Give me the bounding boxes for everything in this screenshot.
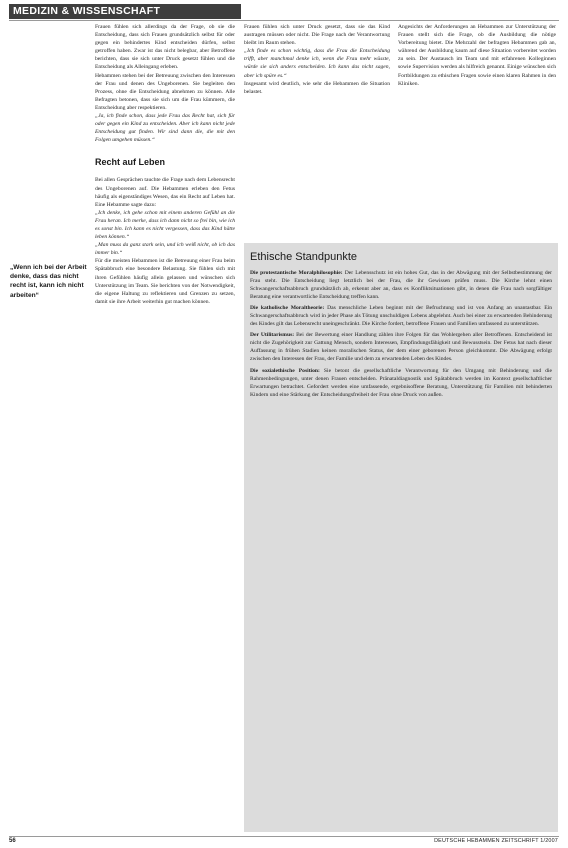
column-middle	[244, 23, 390, 237]
ethics-entry	[250, 367, 552, 399]
ethics-sidebar-box	[244, 243, 558, 832]
section-header: MEDIZIN & WISSENSCHAFT	[9, 4, 241, 19]
entry-text: Der Lebensschutz ist ein hohes Gut, das in der Abwägung mit der Selbstbestimmung der Frau steht. Die Entscheidung liegt letztlich bei der Frau, die ihr Gewissen prüfen muss. Die Kirche lehnt einen Schwangerschaftsabbruch grundsätzlich ab, erkennt aber an, dass es Konfliktsituationen gibt, in denen die Frau nach sorgfältiger Beratung eine verantwortliche Entscheidung treffen kann.	[250, 270, 552, 301]
column-left	[95, 23, 235, 833]
interview-quote: „Ich denke, ich gehe schon mit einem anderen Gefühl an die Frau heran. Ich merke, dass ich dann nicht so frei bin, wie ich es sonst bin. Ich kann es nicht vergessen, dass das Kind hätte leben können.“	[95, 209, 235, 241]
page-number: 56	[9, 838, 16, 844]
column-right	[398, 23, 556, 237]
entry-text: Bei der Bewertung einer Handlung zählen ihre Folgen für das Wohlergehen aller Betroffenen. Entscheidend ist nicht die Zugehörigkeit zur Gattung Mensch, sondern Interessen, Empfindungsfähigkeit und Bewusstsein. Der Fetus hat nach dieser Auffassung in frühen Stadien keinen moralischen Status, der dem einer geborenen Person gleichkommt. Die Abwägung erfolgt zwischen den Interessen der Frau, der Familie und dem zu erwartenden Leben des Kindes.	[250, 332, 552, 363]
entry-label: Die katholische Moraltheorie:	[250, 305, 325, 312]
ethics-entry	[250, 331, 552, 363]
footer-divider	[9, 836, 559, 837]
entry-label: Die sozialethische Position:	[250, 367, 320, 374]
entry-label: Die protestantische Moralphilosophie:	[250, 270, 343, 276]
pull-quote: „Wenn ich bei der Arbeit denke, dass das nicht recht ist, kann ich nicht arbeiten“	[10, 264, 87, 299]
header-divider	[9, 20, 559, 21]
interview-quote: „Ich finde es schon wichtig, dass die Frau die Entscheidung trifft, aber manchmal denke ich, wenn die Frau mehr wüsste, würde sie sich anders entscheiden. Ich kann das nicht sagen, aber ich spüre es.“	[244, 48, 390, 79]
ethics-entry	[250, 269, 552, 301]
journal-name: DEUTSCHE HEBAMMEN ZEITSCHRIFT 1/2007	[434, 838, 558, 844]
interview-quote: „Ja, ich finde schon, dass jede Frau das Recht hat, sich für oder gegen ein Kind zu entscheiden. Aber ich kann nicht jede Entscheidung gut finden. Wir sind dann die, die mit den Folgen umgehen müssen.“	[95, 113, 235, 144]
paragraph: Frauen fühlen sich unter Druck gesetzt, dass sie das Kind austragen müssen oder nicht. Die Frage nach der Verantwortung bleibt im Raum stehen.	[244, 24, 390, 47]
box-title: Ethische Standpunkte	[250, 251, 358, 263]
paragraph: Hebammen stehen bei der Betreuung zwischen den Interessen der Frau und denen des Ungeborenen. Sie begleiten den Prozess, ohne die Entscheidung abnehmen zu können. Alle Befragten betonen, dass sie sich um die Frau kümmern, die Entscheidung aber respektieren.	[95, 72, 235, 111]
entry-text: Das menschliche Leben beginnt mit der Befruchtung und ist von Anfang an unantastbar. Ein Schwangerschaftsabbruch wird in jeder Phase als Tötung unschuldigen Lebens abgelehnt. Auch bei einer zu erwartenden Behinderung des Kindes gilt das Lebensrecht uneingeschränkt. Die Kirche fordert, betroffene Frauen und Familien umfassend zu unterstützen.	[250, 305, 552, 328]
entry-label: Der Utilitarismus:	[250, 332, 295, 339]
paragraph: Insgesamt wird deutlich, wie sehr die Hebammen die Situation belastet.	[244, 80, 390, 95]
section-heading-recht-auf-leben: Recht auf Leben	[95, 157, 166, 168]
entry-text: Sie betont die gesellschaftliche Verantwortung für den Umgang mit Behinderung und die Rahmenbedingungen, unter denen Frauen entscheiden. Pränataldiagnostik und Spätabbruch werden im Kontext gesellschaftlicher Erwartungen betrachtet. Gefordert werden eine umfassende, ergebnisoffene Beratung, Unterstützung für Familien mit behinderten Kindern und eine Stärkung der Entscheidungsfreiheit der Frau ohne Druck von außen.	[250, 367, 552, 398]
box-body	[250, 269, 552, 399]
paragraph: Frauen fühlen sich allerdings da der Frage, ob sie die Entscheidung, dass sich Frauen grundsätzlich selbst für oder gegen ein behindertes Kind entscheiden dürfen, selbst getroffen haben. Zwar ist das nicht belegbar, aber Betroffene berichten, dass sie sich unter Druck gesetzt fühlen und die Entscheidung als Alleingang erleben.	[95, 24, 235, 71]
paragraph: Bei allen Gesprächen tauchte die Frage nach dem Lebensrecht des Ungeborenen auf. Die Hebammen erleben den Fetus häufig als eigenständiges Wesen, das ein Recht auf Leben hat. Eine Hebamme sagte dazu:	[95, 177, 235, 208]
interview-quote: „Man muss da ganz stark sein, und ich weiß nicht, ob ich das immer bin.“	[95, 242, 235, 257]
paragraph: Angesichts der Anforderungen an Hebammen zur Unterstützung der Frauen stellt sich die Frage, ob die Ausbildung die nötige Vorbereitung bietet. Die Mehrzahl der befragten Hebammen gab an, während der Ausbildung kaum auf diese Situation vorbereitet worden zu sein. Der Austausch im Team und mit erfahrenen Kolleginnen sowie Supervision werden als hilfreich genannt. Einige wünschen sich Fortbildungen zu ethischen Fragen sowie einen klaren Rahmen in den Kliniken.	[398, 24, 556, 87]
ethics-entry	[250, 304, 552, 328]
paragraph: Für die meisten Hebammen ist die Betreuung einer Frau beim Spätabbruch eine besondere Belastung. Sie fühlen sich mit ihren Gefühlen häufig allein gelassen und wünschen sich Unterstützung im Team. Sie berichten von der Notwendigkeit, die eigene Haltung zu reflektieren und Grenzen zu setzen, damit sie ihre Arbeit weiterhin gut machen können.	[95, 258, 235, 305]
